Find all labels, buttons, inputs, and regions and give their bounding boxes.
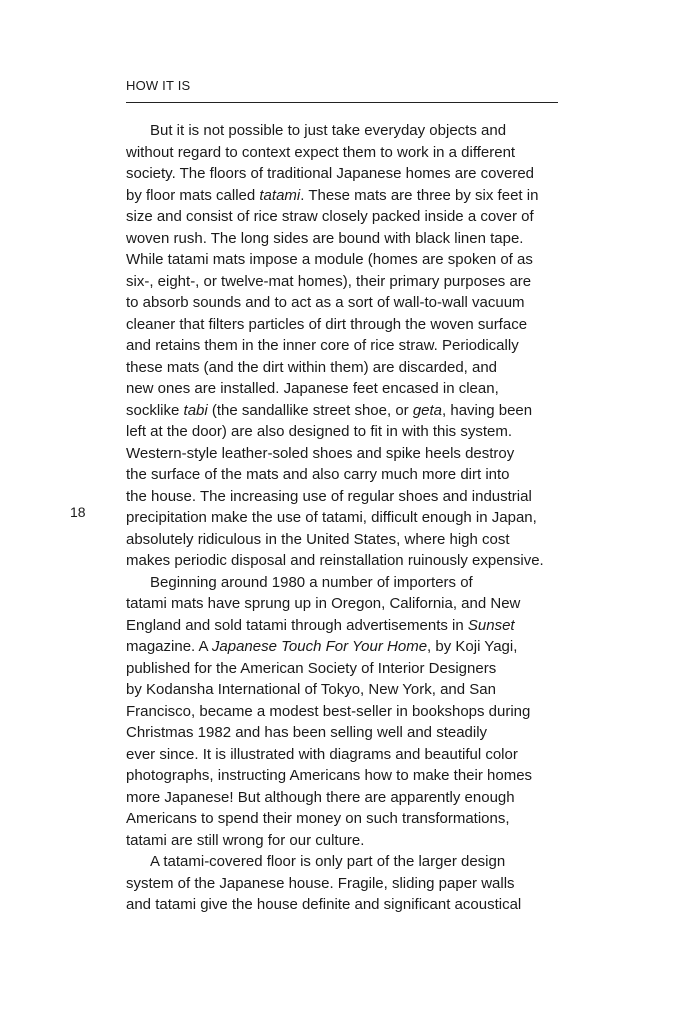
- text-segment: Beginning around 1980 a number of importers of: [150, 573, 473, 591]
- text-segment: But it is not possible to just take everyday objects and: [150, 122, 507, 139]
- body-text: [126, 120, 566, 916]
- text-segment: woven rush. The long sides are bound with black linen tape.: [126, 229, 524, 247]
- text-line: [126, 228, 566, 250]
- text-line: [126, 400, 566, 422]
- text-line: [126, 314, 566, 336]
- text-line: [126, 636, 566, 658]
- text-line: [126, 357, 566, 379]
- text-segment: tatami mats have sprung up in Oregon, California, and New: [126, 595, 521, 612]
- text-line: [126, 464, 566, 486]
- text-segment: makes periodic disposal and reinstallation ruinously expensive.: [126, 552, 544, 569]
- text-segment: to absorb sounds and to act as a sort of wall-to-wall vacuum: [126, 294, 525, 311]
- text-line: [126, 873, 566, 895]
- text-line: [126, 185, 566, 207]
- text-segment: ever since. It is illustrated with diagrams and beautiful color: [126, 745, 518, 763]
- page-number: 18: [70, 504, 86, 520]
- text-segment: left at the door) are also designed to fit in with this system.: [126, 423, 513, 440]
- text-line: [126, 249, 566, 271]
- text-line: [126, 292, 566, 314]
- text-segment: Western-style leather-soled shoes and spike heels destroy: [126, 444, 515, 462]
- text-segment: . These mats are three by six feet in: [300, 186, 539, 204]
- text-line: [126, 443, 566, 465]
- text-segment: A tatami-covered floor is only part of the larger design: [150, 853, 506, 870]
- text-line: [126, 378, 566, 400]
- text-line: [126, 206, 566, 228]
- text-segment: the surface of the mats and also carry much more dirt into: [126, 466, 510, 483]
- italic-text: Japanese Touch For Your Home: [211, 638, 428, 655]
- text-line: [126, 163, 566, 185]
- text-line: [126, 679, 566, 701]
- text-line: [126, 894, 566, 916]
- text-segment: England and sold tatami through advertisements in: [126, 616, 468, 634]
- text-line: [126, 658, 566, 680]
- text-segment: precipitation make the use of tatami, difficult enough in Japan,: [126, 509, 537, 526]
- text-segment: without regard to context expect them to work in a different: [126, 143, 516, 161]
- text-line: [126, 486, 566, 508]
- text-line: [126, 142, 566, 164]
- text-line: [126, 744, 566, 766]
- text-line: [126, 722, 566, 744]
- text-line: [126, 593, 566, 615]
- text-segment: Christmas 1982 and has been selling well and steadily: [126, 724, 488, 741]
- text-line: [126, 335, 566, 357]
- text-segment: and tatami give the house definite and significant acoustical: [126, 896, 522, 913]
- text-segment: the house. The increasing use of regular shoes and industrial: [126, 487, 532, 505]
- text-line: [126, 421, 566, 443]
- text-line: [126, 271, 566, 293]
- text-line: [126, 808, 566, 830]
- text-segment: photographs, instructing Americans how to make their homes: [126, 767, 533, 784]
- text-line: [126, 701, 566, 723]
- header-rule: [126, 102, 558, 103]
- text-line: [126, 572, 566, 594]
- text-segment: six-, eight-, or twelve-mat homes), their primary purposes are: [126, 272, 532, 290]
- italic-text: tabi: [183, 401, 208, 419]
- text-segment: by Kodansha International of Tokyo, New York, and San: [126, 681, 496, 698]
- text-line: [126, 507, 566, 529]
- text-segment: more Japanese! But although there are apparently enough: [126, 788, 515, 806]
- text-line: [126, 615, 566, 637]
- text-line: [126, 120, 566, 142]
- text-segment: and retains them in the inner core of rice straw. Periodically: [126, 337, 519, 354]
- text-segment: published for the American Society of Interior Designers: [126, 659, 497, 677]
- text-segment: new ones are installed. Japanese feet encased in clean,: [126, 380, 499, 397]
- text-segment: tatami are still wrong for our culture.: [126, 831, 365, 849]
- text-segment: society. The floors of traditional Japanese homes are covered: [126, 165, 535, 182]
- text-segment: cleaner that filters particles of dirt through the woven surface: [126, 315, 528, 333]
- text-line: [126, 529, 566, 551]
- text-segment: Francisco, became a modest best-seller in bookshops during: [126, 702, 531, 720]
- text-segment: magazine. A: [126, 638, 212, 655]
- text-line: [126, 765, 566, 787]
- text-segment: these mats (and the dirt within them) are discarded, and: [126, 358, 498, 376]
- running-head: HOW IT IS: [126, 78, 191, 93]
- italic-text: Sunset: [467, 616, 515, 634]
- text-line: [126, 851, 566, 873]
- text-line: [126, 830, 566, 852]
- text-segment: (the sandallike street shoe, or: [207, 401, 413, 419]
- text-segment: Americans to spend their money on such transformations,: [126, 810, 510, 827]
- text-line: [126, 550, 566, 572]
- text-segment: , by Koji Yagi,: [427, 638, 518, 655]
- italic-text: geta: [412, 401, 443, 419]
- text-segment: absolutely ridiculous in the United States, where high cost: [126, 530, 510, 548]
- text-segment: system of the Japanese house. Fragile, sliding paper walls: [126, 874, 515, 892]
- text-segment: size and consist of rice straw closely packed inside a cover of: [126, 208, 534, 225]
- text-segment: , having been: [442, 401, 533, 419]
- text-line: [126, 787, 566, 809]
- text-segment: While tatami mats impose a module (homes are spoken of as: [126, 251, 533, 268]
- italic-text: tatami: [259, 186, 301, 204]
- text-segment: by floor mats called: [126, 186, 260, 204]
- text-segment: socklike: [126, 401, 184, 419]
